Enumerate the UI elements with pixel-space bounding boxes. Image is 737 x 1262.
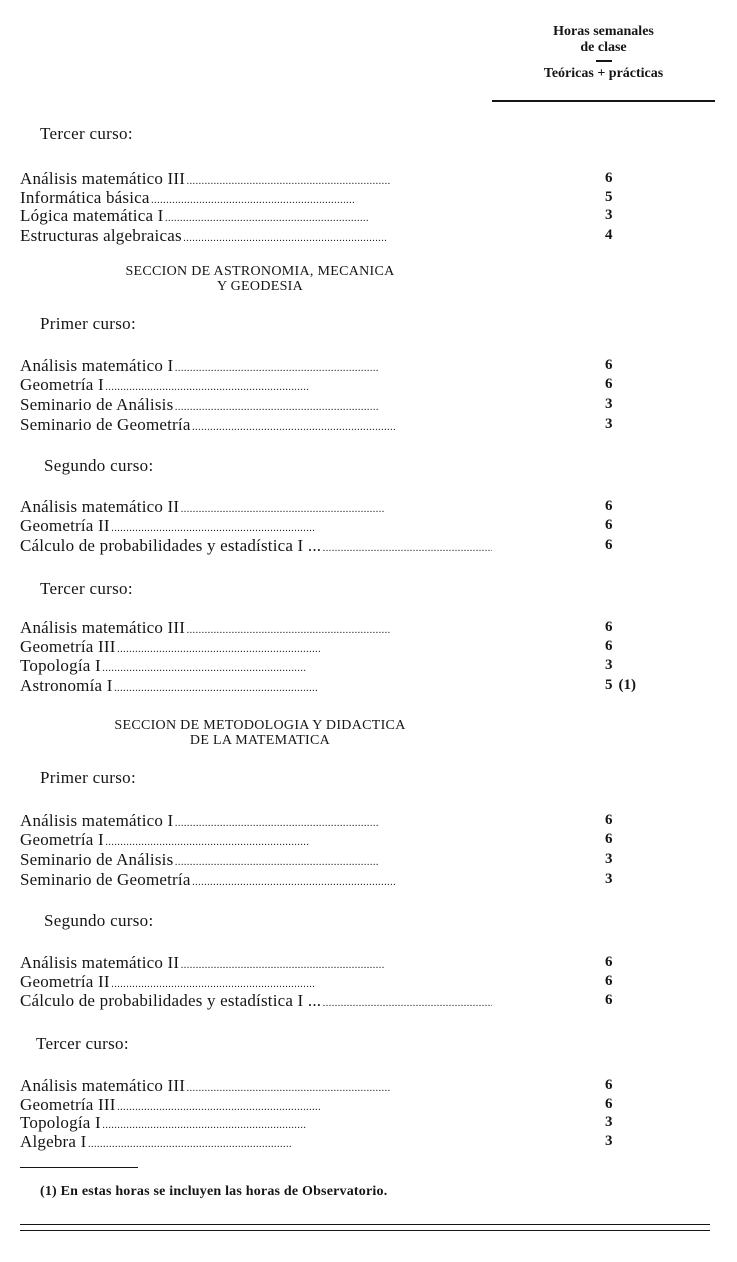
subject-name: Seminario de Geometría . . .: [20, 415, 492, 437]
subject-row: [20, 656, 620, 675]
subject-name: Lógica matemática I . . .: [20, 206, 492, 228]
subject-hours: 5: [605, 189, 613, 205]
course-heading: Segundo curso:: [44, 456, 154, 475]
subject-row: [20, 497, 620, 516]
footnote-text: (1) En estas horas se incluyen las horas de Observatorio.: [40, 1184, 388, 1199]
subject-row: [20, 375, 620, 394]
subject-name: Análisis matemático III . . .: [20, 618, 492, 640]
closing-rule-bottom: [20, 1230, 710, 1231]
subject-hours: 6: [605, 812, 613, 828]
footnote-rule: [20, 1167, 138, 1168]
subject-row: [20, 1132, 620, 1151]
subject-name: Análisis matemático II . . .: [20, 953, 492, 975]
subject-name: Informática básica . . .: [20, 188, 492, 210]
subject-name: Análisis matemático III . . .: [20, 1076, 492, 1098]
subject-hours: 3: [605, 851, 613, 867]
subject-hours: 3: [605, 416, 613, 432]
subject-hours: 3: [605, 396, 613, 412]
subject-row: [20, 991, 620, 1010]
subject-row: [20, 676, 636, 695]
section-heading: [30, 264, 490, 294]
subject-name: Geometría III . . .: [20, 1095, 492, 1117]
subject-hours: 6: [605, 376, 613, 392]
section-heading-line-2: Y GEODESIA: [216, 279, 304, 294]
header-line-3: Teóricas + prácticas: [543, 66, 664, 81]
subject-hours: 3: [605, 657, 613, 673]
subject-row: [20, 1113, 620, 1132]
course-heading: Tercer curso:: [36, 1034, 129, 1053]
course-heading: Primer curso:: [40, 768, 136, 787]
subject-name: Cálculo de probabilidades y estadística I ... . . .: [20, 536, 492, 558]
subject-hours: 6: [605, 992, 613, 1008]
subject-row: [20, 226, 620, 245]
subject-name: Geometría II . . .: [20, 972, 492, 994]
subject-name: Astronomía I . . .: [20, 676, 492, 698]
subject-name: Seminario de Análisis . . .: [20, 395, 492, 417]
subject-hours: 6: [605, 357, 613, 373]
subject-hours: 4: [605, 227, 613, 243]
header-rule: [492, 100, 715, 102]
subject-hours: 6: [605, 1077, 613, 1093]
subject-name: Topología I . . .: [20, 656, 492, 678]
closing-rule-top: [20, 1224, 710, 1225]
subject-hours: 6: [605, 973, 613, 989]
section-heading: [30, 718, 490, 748]
subject-hours: 3: [605, 207, 613, 223]
subject-row: [20, 870, 620, 889]
subject-row: [20, 536, 620, 555]
subject-name: Estructuras algebraicas . . .: [20, 226, 492, 248]
subject-name: Cálculo de probabilidades y estadística I ... . . .: [20, 991, 492, 1013]
subject-row: [20, 169, 620, 188]
subject-row: [20, 206, 620, 225]
subject-hours: 6: [605, 498, 613, 514]
subject-row: [20, 637, 620, 656]
subject-name: Análisis matemático III . . .: [20, 169, 492, 191]
subject-name: Seminario de Análisis . . .: [20, 850, 492, 872]
subject-row: [20, 618, 620, 637]
subject-name: Algebra I . . .: [20, 1132, 492, 1154]
subject-row: [20, 415, 620, 434]
footnote-marker: (1): [618, 677, 636, 693]
subject-row: [20, 516, 620, 535]
header-line-2: de clase: [580, 40, 627, 55]
subject-hours: 6: [605, 954, 613, 970]
subject-hours: 6: [605, 537, 613, 553]
subject-row: [20, 953, 620, 972]
course-heading: Segundo curso:: [44, 911, 154, 930]
subject-row: [20, 1076, 620, 1095]
subject-name: Geometría I . . .: [20, 830, 492, 852]
subject-hours: [605, 676, 636, 695]
subject-hours: 3: [605, 1114, 613, 1130]
subject-name: Geometría II . . .: [20, 516, 492, 538]
subject-name: Análisis matemático II . . .: [20, 497, 492, 519]
course-heading: Primer curso:: [40, 314, 136, 333]
subject-hours: 6: [605, 619, 613, 635]
subject-hours: 6: [605, 831, 613, 847]
subject-row: [20, 1095, 620, 1114]
course-heading: Tercer curso:: [40, 124, 133, 143]
subject-row: [20, 850, 620, 869]
subject-name: Geometría I . . .: [20, 375, 492, 397]
subject-hours: 3: [605, 1133, 613, 1149]
subject-row: [20, 972, 620, 991]
subject-hours: 6: [605, 1096, 613, 1112]
header-line-1: Horas semanales: [553, 24, 654, 39]
course-heading: Tercer curso:: [40, 579, 133, 598]
subject-name: Análisis matemático I . . .: [20, 811, 492, 833]
subject-name: Seminario de Geometría . . .: [20, 870, 492, 892]
subject-hours: 6: [605, 517, 613, 533]
subject-hours: 3: [605, 871, 613, 887]
column-header: [492, 24, 715, 82]
section-heading-line-1: SECCION DE ASTRONOMIA, MECANICA: [125, 264, 395, 279]
subject-row: [20, 188, 620, 207]
subject-name: Geometría III . . .: [20, 637, 492, 659]
section-heading-line-1: SECCION DE METODOLOGIA Y DIDACTICA: [114, 718, 406, 733]
subject-row: [20, 811, 620, 830]
section-heading-line-2: DE LA MATEMATICA: [189, 733, 331, 748]
subject-hours: 6: [605, 638, 613, 654]
subject-row: [20, 395, 620, 414]
subject-name: Análisis matemático I . . .: [20, 356, 492, 378]
hours-value: 5: [605, 677, 613, 693]
subject-hours: 6: [605, 170, 613, 186]
subject-name: Topología I . . .: [20, 1113, 492, 1135]
header-dash: [596, 60, 612, 62]
subject-row: [20, 830, 620, 849]
subject-row: [20, 356, 620, 375]
